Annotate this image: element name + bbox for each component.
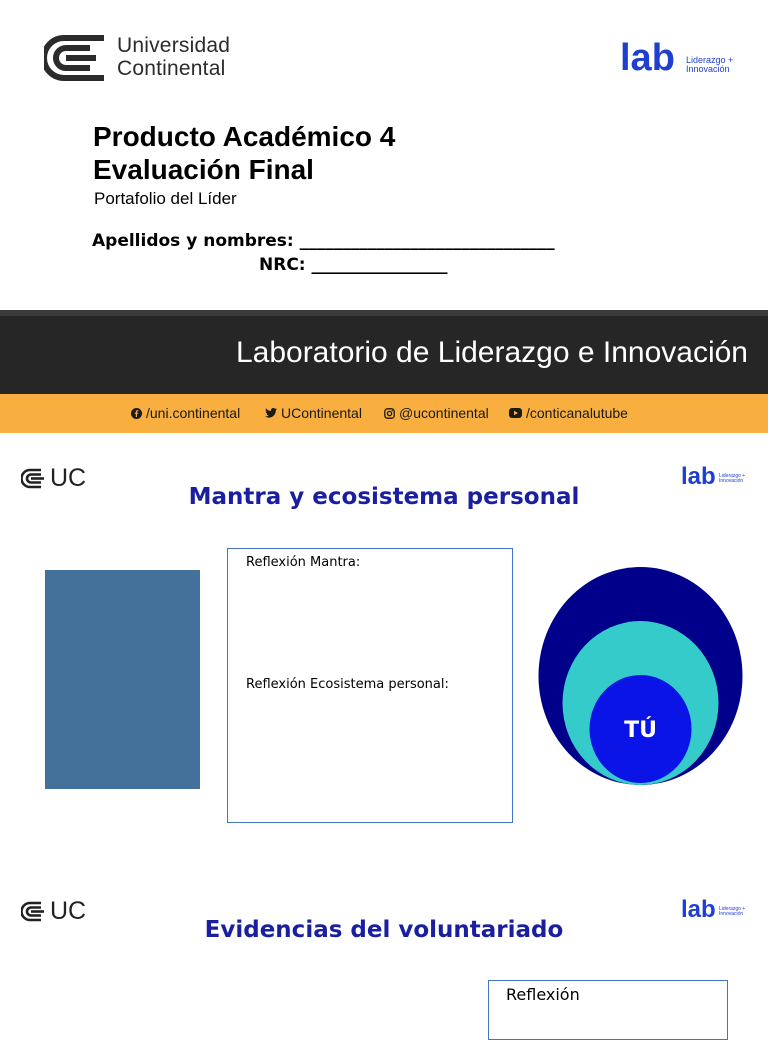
- title-line-1: Producto Académico 4: [93, 121, 396, 152]
- university-name-line2: Continental: [117, 57, 226, 80]
- university-name: [117, 34, 287, 80]
- universidad-continental-logo: [44, 34, 284, 84]
- youtube-icon: [509, 408, 522, 418]
- lab-logo-tagline: [719, 474, 745, 485]
- mantra-image-placeholder: [45, 570, 200, 789]
- twitter-icon: [265, 408, 277, 418]
- reflection-label: Reflexión: [506, 985, 580, 1004]
- social-instagram[interactable]: [384, 405, 489, 421]
- lab-tagline-2: Innovación: [719, 911, 744, 918]
- uc-logo-text: UC: [50, 897, 87, 925]
- social-youtube[interactable]: [509, 405, 628, 421]
- social-facebook-text: /uni.continental: [146, 405, 241, 421]
- uc-logo-text: UC: [50, 464, 87, 492]
- instagram-icon: [384, 408, 395, 419]
- lab-tagline-1: Liderazgo +: [719, 473, 746, 479]
- social-facebook[interactable]: [131, 405, 240, 421]
- social-twitter[interactable]: [265, 405, 362, 421]
- social-youtube-text: /conticanalutube: [526, 405, 628, 421]
- banner-title: Laboratorio de Liderazgo e Innovación: [235, 336, 748, 369]
- nrc-field: NRC: ________________: [259, 255, 448, 275]
- lab-tagline-1: Liderazgo +: [686, 55, 734, 65]
- section-heading: Mantra y ecosistema personal: [188, 484, 580, 510]
- uc-emblem-icon: [44, 34, 106, 82]
- reflection-ecosystem-label: Reflexión Ecosistema personal:: [246, 677, 449, 692]
- lab-tagline-2: Innovación: [686, 64, 730, 75]
- lab-logo-word: lab: [681, 463, 716, 490]
- social-instagram-text: @ucontinental: [399, 405, 489, 421]
- lab-logo: [620, 37, 750, 82]
- reflection-mantra-label: Reflexión Mantra:: [246, 555, 361, 570]
- university-name-line1: Universidad: [117, 34, 231, 57]
- document-subtitle: Portafolio del Líder: [94, 189, 237, 208]
- social-twitter-text: UContinental: [281, 405, 362, 421]
- title-line-2: Evaluación Final: [93, 154, 314, 185]
- lab-logo-word: lab: [620, 37, 675, 79]
- lab-tagline-1: Liderazgo +: [719, 906, 746, 912]
- lab-logo-tagline: [719, 907, 745, 918]
- section-heading: Evidencias del voluntariado: [204, 917, 564, 943]
- lab-tagline-2: Innovación: [719, 478, 744, 485]
- name-field: Apellidos y nombres: ______________________________: [92, 231, 555, 251]
- facebook-icon: [131, 408, 142, 419]
- ecosystem-circles: [538, 566, 743, 786]
- center-label: TÚ: [624, 718, 657, 743]
- document-title: [93, 120, 395, 186]
- lab-logo-tagline: [686, 56, 733, 75]
- lab-logo-word: lab: [681, 896, 716, 923]
